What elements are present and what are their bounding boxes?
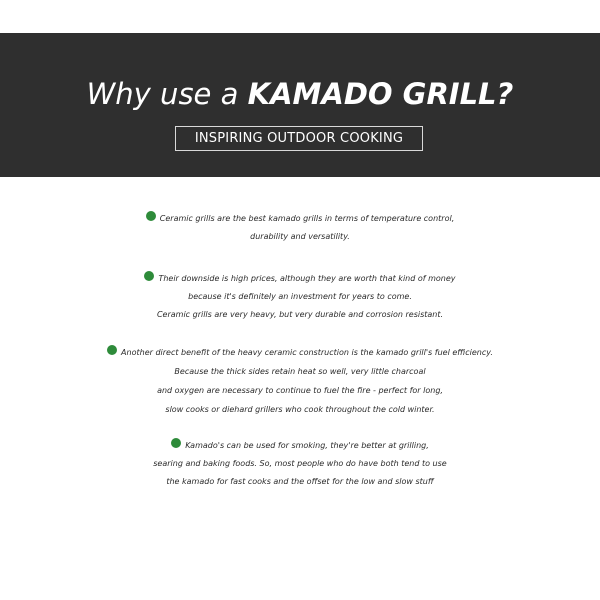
paragraph-3-line-2: Because the thick sides retain heat so well, very little charcoal bbox=[174, 367, 426, 376]
bullet-icon bbox=[107, 345, 117, 355]
title-emphasis: KAMADO GRILL? bbox=[247, 77, 514, 111]
paragraph-1-line-2: durability and versatility. bbox=[250, 232, 350, 241]
paragraph-4 bbox=[0, 437, 600, 491]
paragraph-text: Another direct benefit of the heavy ceramic construction is the kamado grill's fuel efficiency. bbox=[121, 348, 493, 357]
paragraph-2 bbox=[0, 270, 600, 324]
paragraph-4-line-2: searing and baking foods. So, most people who do have both tend to use bbox=[153, 459, 447, 468]
paragraph-text: Kamado's can be used for smoking, they're better at grilling, bbox=[185, 441, 429, 450]
subtitle-badge: INSPIRING OUTDOOR COOKING bbox=[175, 126, 423, 151]
paragraph-3-line-3: and oxygen are necessary to continue to fuel the fire - perfect for long, bbox=[157, 386, 443, 395]
paragraph-2-line-1 bbox=[0, 270, 600, 288]
bullet-icon bbox=[171, 438, 181, 448]
bullet-icon bbox=[146, 211, 156, 221]
paragraph-2-line-2: because it's definitely an investment for years to come. bbox=[188, 292, 412, 301]
page-title bbox=[0, 74, 600, 114]
paragraph-1-line-1 bbox=[0, 210, 600, 228]
paragraph-text: Ceramic grills are the best kamado grills in terms of temperature control, bbox=[159, 214, 455, 223]
paragraph-3 bbox=[0, 343, 600, 419]
title-prefix: Why use a bbox=[86, 77, 248, 111]
bullet-icon bbox=[144, 271, 154, 281]
paragraph-3-line-1 bbox=[0, 343, 600, 362]
paragraph-3-line-4: slow cooks or diehard grillers who cook throughout the cold winter. bbox=[165, 405, 435, 414]
paragraph-2-line-3: Ceramic grills are very heavy, but very durable and corrosion resistant. bbox=[156, 310, 444, 319]
paragraph-1 bbox=[0, 210, 600, 246]
paragraph-4-line-1 bbox=[0, 437, 600, 455]
paragraph-4-line-3: the kamado for fast cooks and the offset for the low and slow stuff bbox=[166, 477, 434, 486]
paragraph-text: Their downside is high prices, although they are worth that kind of money bbox=[158, 274, 456, 283]
